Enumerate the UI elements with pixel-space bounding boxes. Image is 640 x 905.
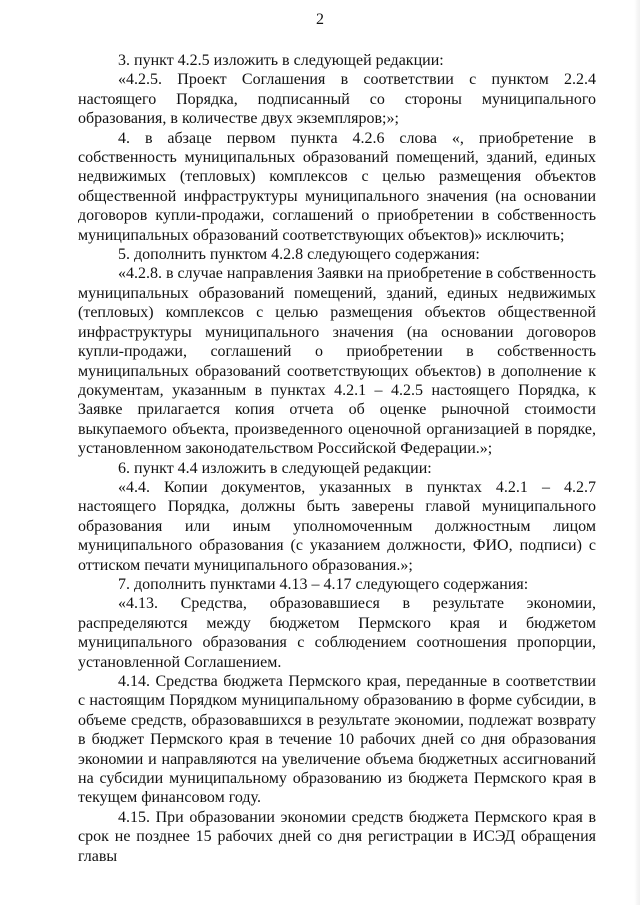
- scan-edge-shadow: [634, 0, 640, 905]
- paragraph-item-3: 3. пункт 4.2.5 изложить в следующей редакции:: [118, 52, 444, 69]
- paragraph-item-6: 6. пункт 4.4 изложить в следующей редакции:: [118, 459, 432, 477]
- paragraph-4-15: 4.15. При образовании экономии средств бюджета Пермского края в срок не позднее 15 рабочих дней со дня регистрации в ИСЭД обращения главы: [78, 808, 596, 865]
- page-number: 2: [316, 11, 324, 28]
- paragraph-item-7: 7. дополнить пунктами 4.13 – 4.17 следующего содержания:: [118, 575, 529, 593]
- paragraph-quote-4-2-5: «4.2.5. Проект Соглашения в соответствии с пунктом 2.2.4 настоящего Порядка, подписанный со стороны муниципального образования, в количестве двух экземпляров;»;: [78, 71, 596, 128]
- paragraph-quote-4-2-8: «4.2.8. в случае направления Заявки на приобретение в собственность муниципальных образований помещений, зданий, единых недвижимых (тепловых) комплексов с целью размещения объектов общественной инфраструктуры муниципального значения (на основании договоров купли-продажи, соглашений о приобретении в собственность муниципальных образований соответствующих объектов) в дополнение к документам, указанным в пунктах 4.2.1 – 4.2.5 настоящего Порядка, к Заявке прилагается копия отчета об оценке рыночной стоимости выкупаемого объекта, произведенного оценочной организацией в порядке, установленном законодательством Российской Федерации.»;: [78, 265, 597, 458]
- document-body: [78, 51, 596, 866]
- paragraph-quote-4-13: «4.13. Средства, образовавшиеся в результате экономии, распределяются между бюджетом Пермского края и бюджетом муниципального образования с соблюдением соотношения пропорции, установленной Соглашением.: [78, 595, 596, 671]
- paragraph-item-4: 4. в абзаце первом пункта 4.2.6 слова «, приобретение в собственность муниципальных образований помещений, зданий, единых недвижимых (тепловых) комплексов с целью размещения объектов общественной инфраструктуры муниципального значения (на основании договоров купли-продажи, соглашений о приобретении в собственность муниципальных образований соответствующих объектов)» исключить;: [78, 129, 596, 244]
- paragraph-item-5: 5. дополнить пунктом 4.2.8 следующего содержания:: [118, 246, 480, 264]
- paragraph-4-14: 4.14. Средства бюджета Пермского края, переданные в соответствии с настоящим Порядком муниципальному образованию в форме субсидии, в объеме средств, образовавшихся в результате экономии, подлежат возврату в бюджет Пермского края в течение 10 рабочих дней со дня образования экономии и направляются на увеличение объема бюджетных ассигнований на субсидии муниципальному образованию из бюджета Пермского края в текущем финансовом году.: [78, 673, 596, 807]
- paragraph-quote-4-4: «4.4. Копии документов, указанных в пунктах 4.2.1 – 4.2.7 настоящего Порядка, должны быть заверены главой муниципального образования или иным уполномоченным должностным лицом муниципального образования (с указанием должности, ФИО, подписи) с оттиском печати муниципального образования.»;: [78, 478, 596, 574]
